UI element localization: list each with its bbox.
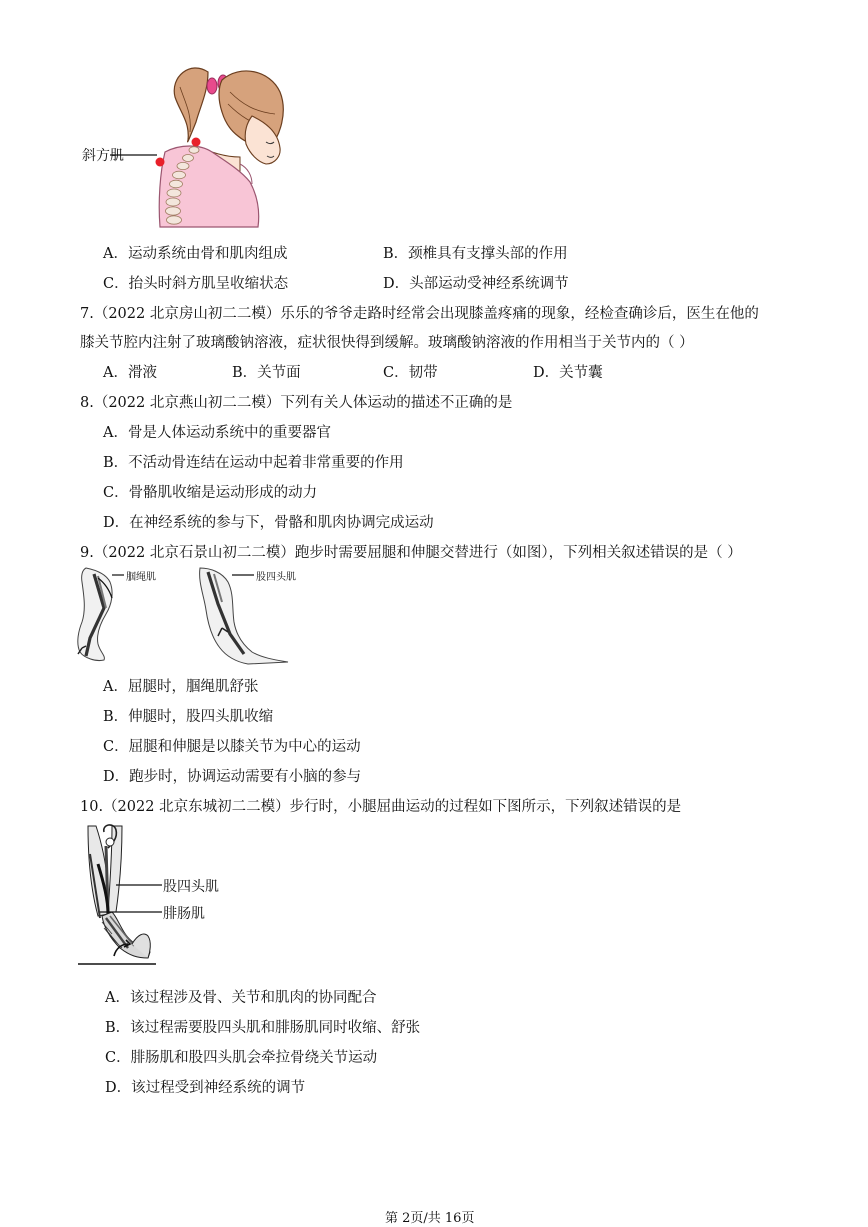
q10-option-c: C．腓肠肌和股四头肌会牵拉骨绕关节运动 <box>105 1050 378 1066</box>
quadriceps-label-q10: 股四头肌 <box>163 879 219 895</box>
q10-stem: 10.（2022 北京东城初二二模）步行时，小腿屈曲运动的过程如下图所示，下列叙述错误的是 <box>80 799 682 815</box>
q10-option-d: D．该过程受到神经系统的调节 <box>105 1080 306 1096</box>
q7-option-b: B．关节面 <box>232 365 301 381</box>
q10-option-a: A．该过程涉及骨、关节和肌肉的协同配合 <box>105 990 377 1006</box>
q7-option-c: C．韧带 <box>383 365 438 381</box>
q8-option-b: B．不活动骨连结在运动中起着非常重要的作用 <box>103 455 404 471</box>
q6-option-b: B．颈椎具有支撑头部的作用 <box>383 246 568 262</box>
q7-option-d: D．关节囊 <box>533 365 603 381</box>
q9-stem: 9.（2022 北京石景山初二二模）跑步时需要屈腿和伸腿交替进行（如图），下列相关叙述错误的是（ ） <box>80 545 742 561</box>
q6-option-c: C．抬头时斜方肌呈收缩状态 <box>103 276 289 292</box>
q8-option-c: C．骨骼肌收缩是运动形成的动力 <box>103 485 318 501</box>
girl-illustration <box>130 52 290 227</box>
q6-option-a: A．运动系统由骨和肌肉组成 <box>103 246 288 262</box>
q8-option-a: A．骨是人体运动系统中的重要器官 <box>103 425 331 441</box>
q10-option-b: B．该过程需要股四头肌和腓肠肌同时收缩、舒张 <box>105 1020 421 1036</box>
q9-option-a: A．屈腿时，腘绳肌舒张 <box>103 679 259 695</box>
quadriceps-label-q9: 股四头肌 <box>256 572 296 583</box>
q9-option-b: B．伸腿时，股四头肌收缩 <box>103 709 274 725</box>
page-number: 第 2页/共 16页 <box>385 1211 475 1226</box>
q8-stem: 8.（2022 北京燕山初二二模）下列有关人体运动的描述不正确的是 <box>80 395 513 411</box>
hamstring-label: 腘绳肌 <box>126 572 156 583</box>
q9-option-c: C．屈腿和伸腿是以膝关节为中心的运动 <box>103 739 361 755</box>
q6-option-d: D．头部运动受神经系统调节 <box>383 276 569 292</box>
q7-option-a: A．滑液 <box>103 365 157 381</box>
gastrocnemius-label: 腓肠肌 <box>163 906 205 922</box>
q7-stem-line1: 7.（2022 北京房山初二二模）乐乐的爷爷走路时经常会出现膝盖疼痛的现象，经检查确诊后，医生在他的 <box>80 306 759 322</box>
q7-stem-line2: 膝关节腔内注射了玻璃酸钠溶液，症状很快得到缓解。玻璃酸钠溶液的作用相当于关节内的（ ） <box>80 335 694 351</box>
trapezius-label: 斜方肌 <box>82 148 124 164</box>
q9-option-d: D．跑步时，协调运动需要有小脑的参与 <box>103 769 362 785</box>
q8-option-d: D．在神经系统的参与下，骨骼和肌肉协调完成运动 <box>103 515 434 531</box>
